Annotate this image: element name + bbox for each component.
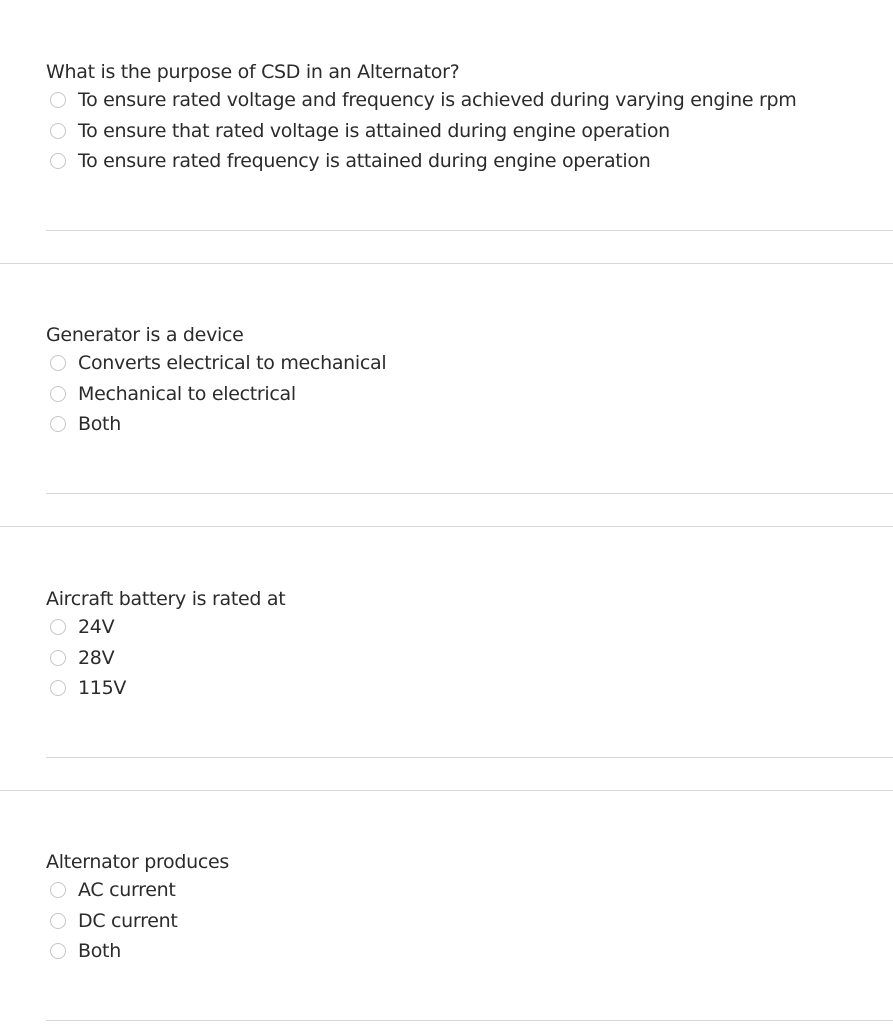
option-label: 115V <box>78 677 127 699</box>
option-label: Converts electrical to mechanical <box>78 352 387 374</box>
answer-option[interactable] <box>50 381 296 407</box>
option-label: To ensure rated voltage and frequency is achieved during varying engine rpm <box>78 89 797 111</box>
question-text: What is the purpose of CSD in an Alternator? <box>46 61 460 83</box>
radio-button[interactable] <box>50 123 66 139</box>
answer-option[interactable] <box>50 350 386 376</box>
answer-option[interactable] <box>50 645 114 671</box>
section-divider <box>0 263 893 264</box>
answer-option[interactable] <box>50 87 796 113</box>
radio-button[interactable] <box>50 680 66 696</box>
answer-option[interactable] <box>50 614 114 640</box>
option-label: Both <box>78 413 121 435</box>
option-label: AC current <box>78 879 176 901</box>
divider <box>46 493 893 494</box>
option-label: 24V <box>78 616 115 638</box>
answer-option[interactable] <box>50 411 121 437</box>
radio-button[interactable] <box>50 416 66 432</box>
answer-option[interactable] <box>50 148 650 174</box>
option-label: 28V <box>78 647 115 669</box>
radio-button[interactable] <box>50 153 66 169</box>
divider <box>46 1020 893 1021</box>
radio-button[interactable] <box>50 386 66 402</box>
radio-button[interactable] <box>50 913 66 929</box>
option-label: To ensure rated frequency is attained during engine operation <box>78 150 651 172</box>
radio-button[interactable] <box>50 882 66 898</box>
divider <box>46 757 893 758</box>
section-divider <box>0 526 893 527</box>
radio-button[interactable] <box>50 92 66 108</box>
question-text: Generator is a device <box>46 324 244 346</box>
radio-button[interactable] <box>50 943 66 959</box>
section-divider <box>0 790 893 791</box>
option-label: To ensure that rated voltage is attained during engine operation <box>78 120 670 142</box>
divider <box>46 230 893 231</box>
question-text: Aircraft battery is rated at <box>46 588 286 610</box>
option-label: Mechanical to electrical <box>78 383 296 405</box>
answer-option[interactable] <box>50 877 176 903</box>
radio-button[interactable] <box>50 650 66 666</box>
answer-option[interactable] <box>50 675 126 701</box>
answer-option[interactable] <box>50 938 121 964</box>
answer-option[interactable] <box>50 908 177 934</box>
option-label: DC current <box>78 910 178 932</box>
answer-option[interactable] <box>50 118 670 144</box>
radio-button[interactable] <box>50 355 66 371</box>
radio-button[interactable] <box>50 619 66 635</box>
question-text: Alternator produces <box>46 851 230 873</box>
option-label: Both <box>78 940 121 962</box>
